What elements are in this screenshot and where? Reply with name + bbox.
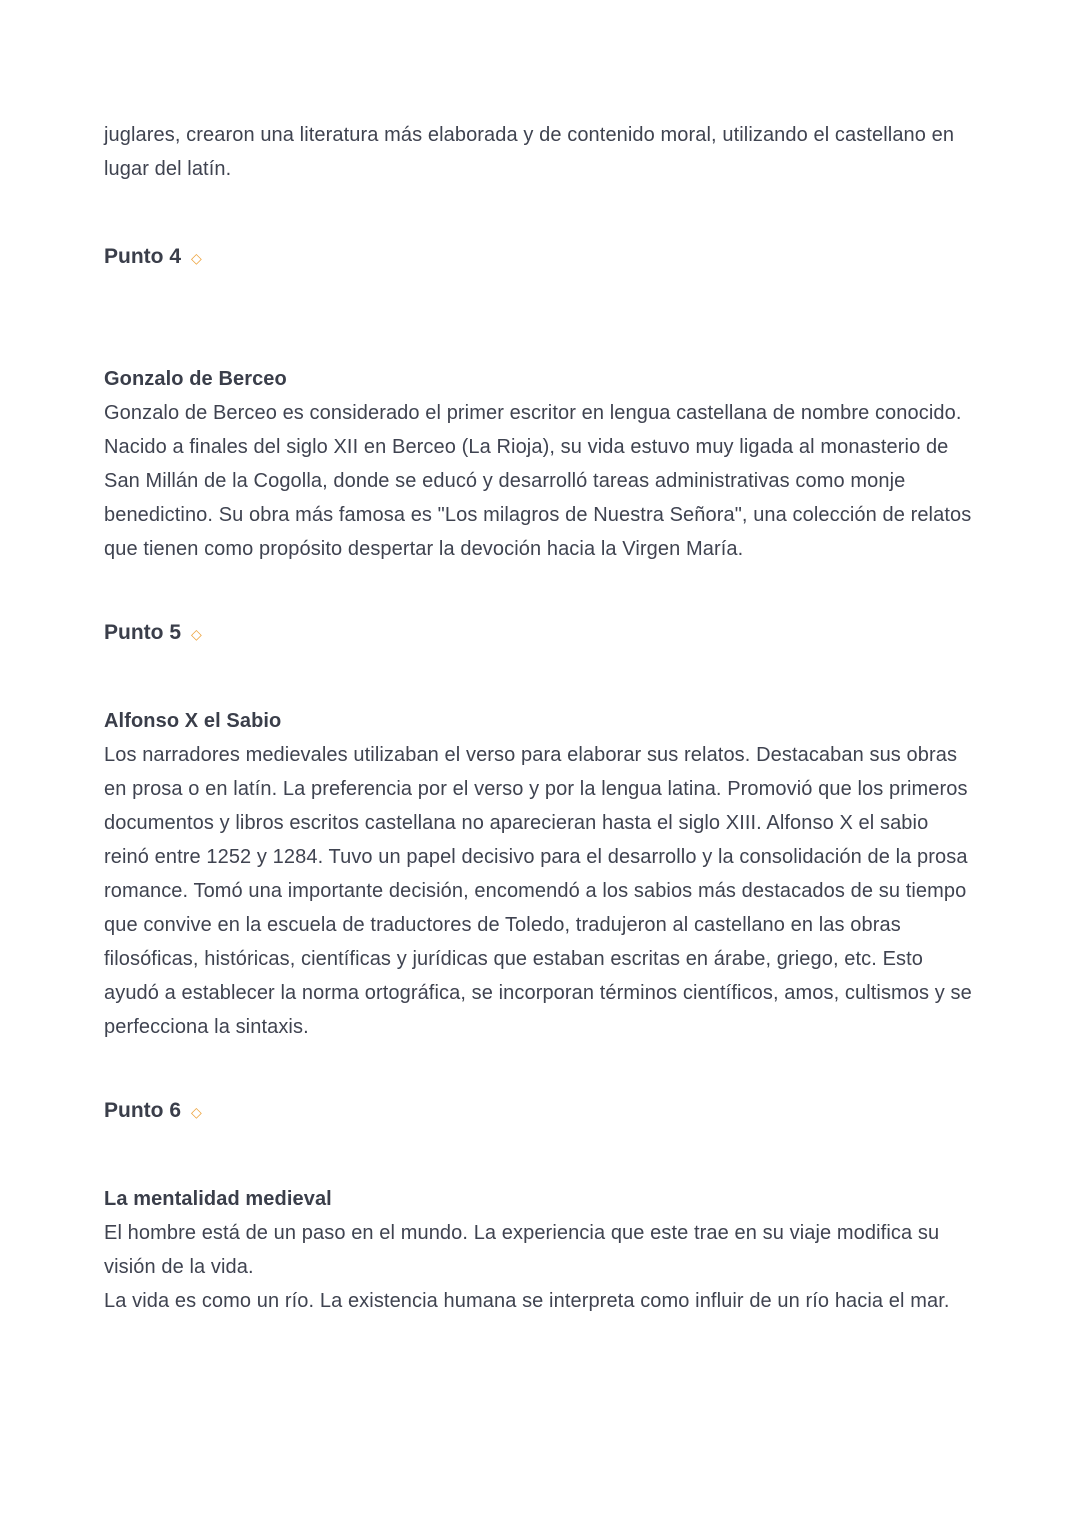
section-paragraph: Gonzalo de Berceo es considerado el primer escritor en lengua castellana de nombre conocido. Nacido a finales del siglo XII en Berceo (La Rioja), su vida estuvo muy ligada al monasterio de San Millán de la Cogolla, donde se educó y desarrolló tareas administrativas como monje benedictino. Su obra más famosa es "Los milagros de Nuestra Señora", una colección de relatos que tienen como propósito despertar la devoción hacia la Virgen María. (104, 402, 972, 560)
section-paragraph: Los narradores medievales utilizaban el verso para elaborar sus relatos. Destacaban sus obras en prosa o en latín. La preferencia por el verso y por la lengua latina. Promovió que los primeros documentos y libros escritos castellana no aparecieran hasta el siglo XIII. Alfonso X el sabio reinó entre 1252 y 1284. Tuvo un papel decisivo para el desarrollo y la consolidación de la prosa romance. Tomó una importante decisión, encomendó a los sabios más destacados de su tiempo que convive en la escuela de traductores de Toledo, tradujeron al castellano en las obras filosóficas, históricas, científicas y jurídicas que estaban escritas en árabe, griego, etc. Esto ayudó a establecer la norma ortográfica, se incorporan términos científicos, amos, cultismos y se perfecciona la sintaxis. (104, 744, 972, 1038)
section-title: Gonzalo de Berceo (104, 368, 287, 390)
section-heading-label: Punto 6 (104, 1099, 181, 1122)
section-punto-5 (104, 704, 976, 1044)
diamond-icon: ◇ (191, 250, 202, 266)
diamond-icon: ◇ (191, 1104, 202, 1120)
section-punto-4 (104, 362, 976, 566)
section-paragraph: La vida es como un río. La existencia humana se interpreta como influir de un río hacia el mar. (104, 1290, 950, 1312)
section-punto-6 (104, 1182, 976, 1318)
section-title: La mentalidad medieval (104, 1188, 332, 1210)
section-heading-punto-5 (104, 618, 976, 648)
section-heading-label: Punto 4 (104, 245, 181, 268)
section-title: Alfonso X el Sabio (104, 710, 282, 732)
section-paragraph: El hombre está de un paso en el mundo. La experiencia que este trae en su viaje modifica su visión de la vida. (104, 1222, 940, 1278)
intro-paragraph: juglares, crearon una literatura más elaborada y de contenido moral, utilizando el castellano en lugar del latín. (104, 124, 955, 180)
section-heading-punto-4 (104, 242, 976, 272)
diamond-icon: ◇ (191, 626, 202, 642)
section-heading-label: Punto 5 (104, 621, 181, 644)
section-heading-punto-6 (104, 1096, 976, 1126)
